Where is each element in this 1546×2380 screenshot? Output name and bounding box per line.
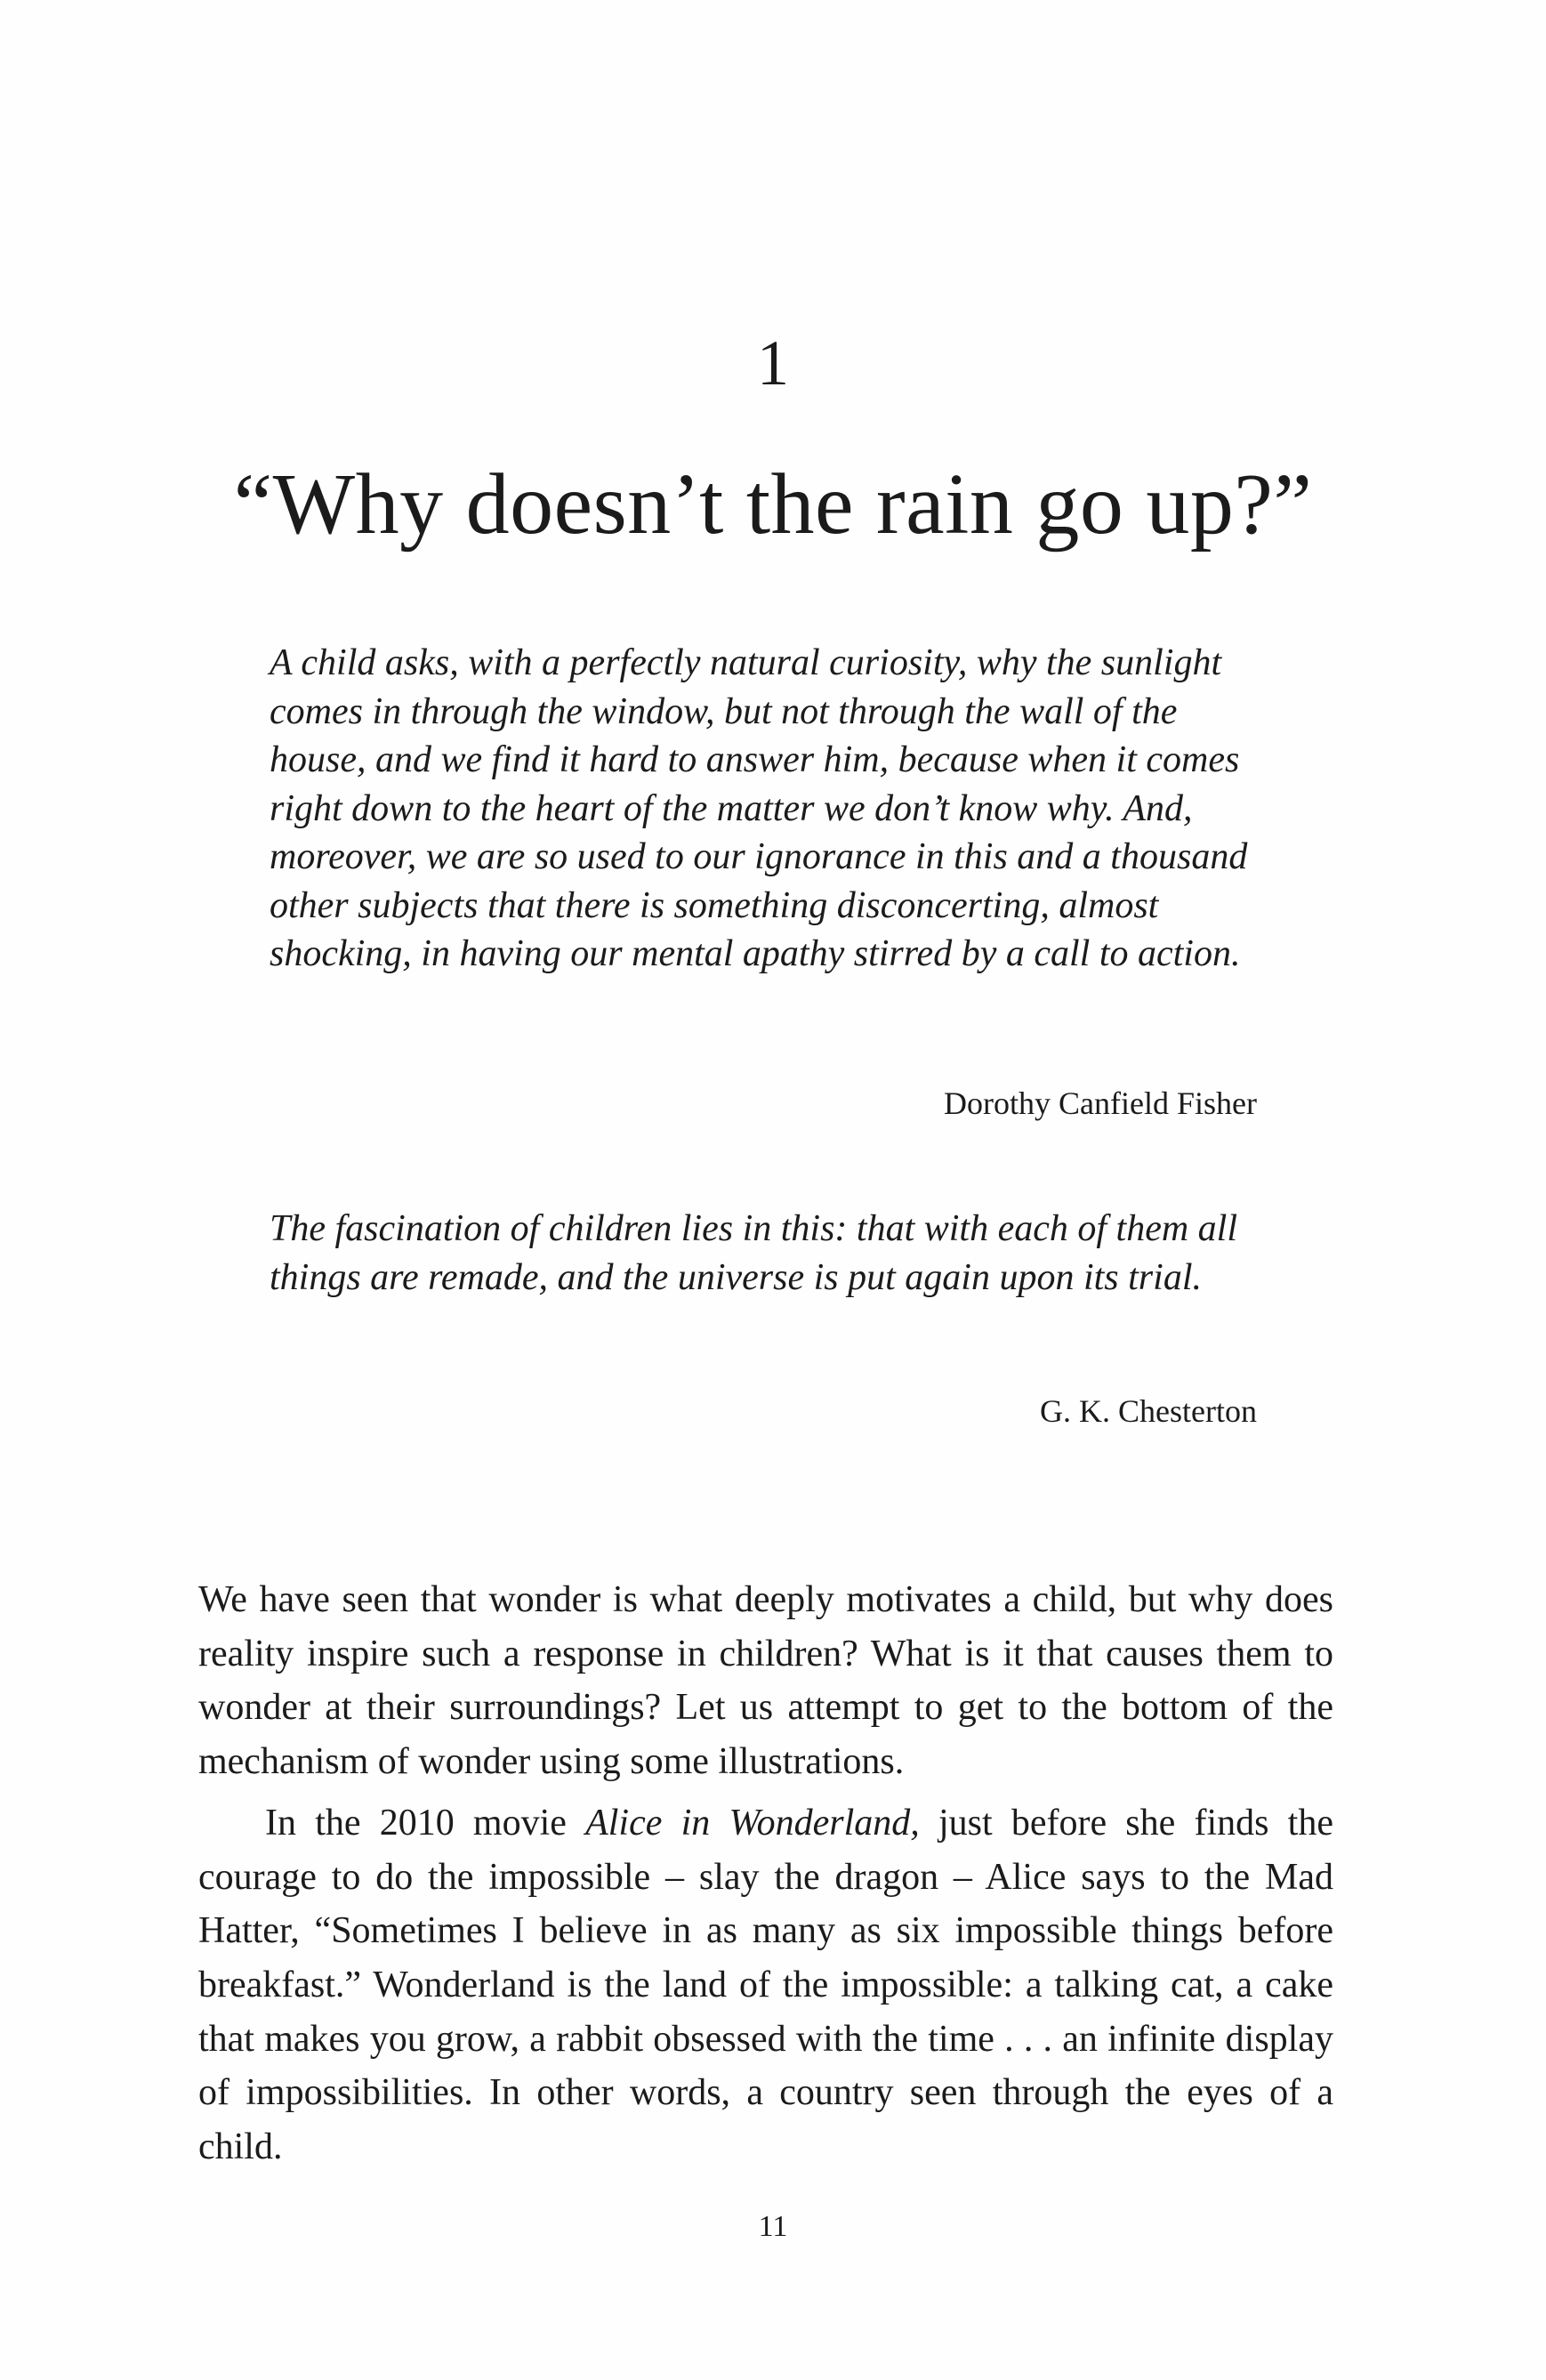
epigraph-quote: The fascination of children lies in this: that with each of them all things are remade, and the universe is put again upon its trial. xyxy=(270,1208,1238,1298)
page-number: 11 xyxy=(758,2210,788,2243)
movie-title: Alice in Wonderland, xyxy=(585,1802,920,1843)
body-paragraph xyxy=(198,1796,1333,2174)
body-paragraph: We have seen that wonder is what deeply motivates a child, but why does reality inspire such a response in children? What is it that causes them to wonder at their surroundings? Let us attempt to get to the bottom of the mechanism of wonder using some illustrations. xyxy=(198,1579,1333,1783)
epigraph-author: Dorothy Canfield Fisher xyxy=(944,1085,1257,1121)
body-text xyxy=(198,1573,1333,2174)
body-text-run: In the 2010 movie xyxy=(265,1802,586,1843)
epigraph-quote: A child asks, with a perfectly natural curiosity, why the sunlight comes in through the window, but not through the wall of the house, and we find it hard to answer him, because when it comes right down to the heart of the matter we don’t know why. And, moreover, we are so used to our ignorance in this and a thousand other subjects that there is something disconcerting, almost shocking, in having our mental apathy stirred by a call to action. xyxy=(270,642,1248,974)
body-text-run: just before she finds the courage to do the impossible – slay the dragon – Alice says to the Mad Hatter, “Sometimes I believe in as many as six impossible things before breakfast.” Wonderland is the land of the impossible: a talking cat, a cake that makes you grow, a rabbit obsessed with the time . . . an infinite display of impossibilities. In other words, a country seen through the eyes of a child. xyxy=(198,1802,1333,2168)
chapter-title: “Why doesn’t the rain go up?” xyxy=(233,456,1313,553)
epigraph-author: G. K. Chesterton xyxy=(1040,1393,1257,1429)
chapter-number: 1 xyxy=(757,327,789,399)
